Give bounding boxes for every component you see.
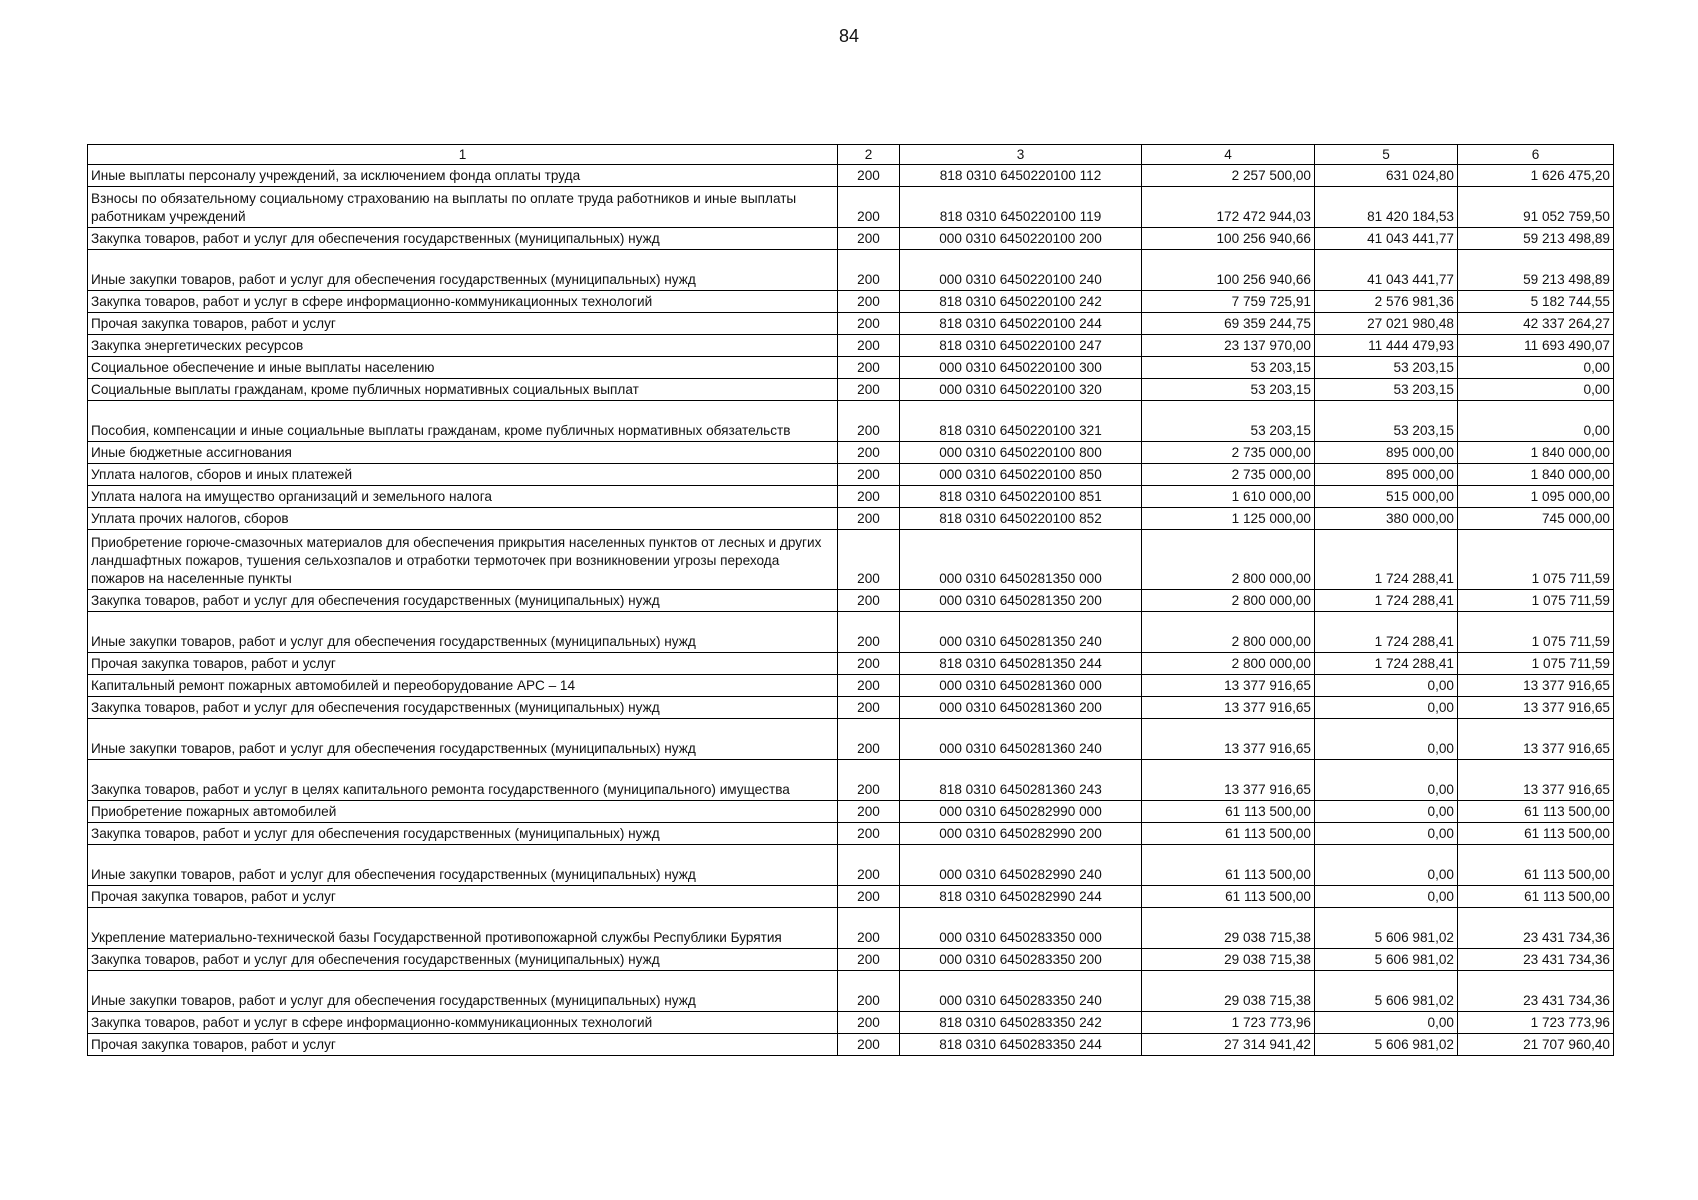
table-row xyxy=(88,464,1614,486)
row-executed: 0,00 xyxy=(1315,823,1458,845)
row-executed: 0,00 xyxy=(1315,697,1458,719)
table-row xyxy=(88,335,1614,357)
row-unexecuted: 1 095 000,00 xyxy=(1458,486,1614,508)
row-classification: 000 0310 6450220100 320 xyxy=(900,379,1142,401)
row-classification: 000 0310 6450281360 240 xyxy=(900,719,1142,760)
table-row xyxy=(88,401,1614,442)
row-code: 200 xyxy=(838,653,900,675)
row-approved: 61 113 500,00 xyxy=(1142,845,1315,886)
table-row xyxy=(88,845,1614,886)
row-executed: 41 043 441,77 xyxy=(1315,250,1458,291)
table-row xyxy=(88,1034,1614,1056)
row-approved: 23 137 970,00 xyxy=(1142,335,1315,357)
table-row xyxy=(88,886,1614,908)
row-code: 200 xyxy=(838,971,900,1012)
table-row xyxy=(88,187,1614,228)
row-unexecuted: 61 113 500,00 xyxy=(1458,886,1614,908)
row-executed: 0,00 xyxy=(1315,1012,1458,1034)
table-row xyxy=(88,379,1614,401)
row-approved: 2 735 000,00 xyxy=(1142,464,1315,486)
table-row xyxy=(88,801,1614,823)
row-classification: 000 0310 6450281350 240 xyxy=(900,612,1142,653)
row-approved: 100 256 940,66 xyxy=(1142,228,1315,250)
row-unexecuted: 23 431 734,36 xyxy=(1458,971,1614,1012)
row-classification: 000 0310 6450281350 000 xyxy=(900,530,1142,590)
row-name: Закупка товаров, работ и услуг в сфере информационно-коммуникационных технологий xyxy=(88,1012,838,1034)
row-name: Закупка энергетических ресурсов xyxy=(88,335,838,357)
row-name: Иные закупки товаров, работ и услуг для обеспечения государственных (муниципальных) нужд xyxy=(88,612,838,653)
row-unexecuted: 23 431 734,36 xyxy=(1458,908,1614,949)
row-approved: 100 256 940,66 xyxy=(1142,250,1315,291)
page-number: 84 xyxy=(838,26,860,46)
row-unexecuted: 1 626 475,20 xyxy=(1458,165,1614,187)
row-name: Социальные выплаты гражданам, кроме публичных нормативных социальных выплат xyxy=(88,379,838,401)
table-row xyxy=(88,760,1614,801)
row-code: 200 xyxy=(838,291,900,313)
row-code: 200 xyxy=(838,442,900,464)
row-executed: 380 000,00 xyxy=(1315,508,1458,530)
row-executed: 2 576 981,36 xyxy=(1315,291,1458,313)
row-classification: 000 0310 6450283350 240 xyxy=(900,971,1142,1012)
row-unexecuted: 0,00 xyxy=(1458,379,1614,401)
row-name: Иные закупки товаров, работ и услуг для обеспечения государственных (муниципальных) нужд xyxy=(88,845,838,886)
row-name: Закупка товаров, работ и услуг в целях капитального ремонта государственного (муниципального) имущества xyxy=(88,760,838,801)
row-unexecuted: 1 723 773,96 xyxy=(1458,1012,1614,1034)
row-approved: 13 377 916,65 xyxy=(1142,675,1315,697)
row-code: 200 xyxy=(838,719,900,760)
row-code: 200 xyxy=(838,313,900,335)
row-name: Укрепление материально-технической базы Государственной противопожарной службы Республики Бурятия xyxy=(88,908,838,949)
column-header-2: 2 xyxy=(838,145,900,165)
table-row xyxy=(88,675,1614,697)
table-row xyxy=(88,530,1614,590)
row-executed: 631 024,80 xyxy=(1315,165,1458,187)
row-code: 200 xyxy=(838,165,900,187)
row-code: 200 xyxy=(838,508,900,530)
row-unexecuted: 21 707 960,40 xyxy=(1458,1034,1614,1056)
row-code: 200 xyxy=(838,801,900,823)
table-row xyxy=(88,697,1614,719)
row-executed: 0,00 xyxy=(1315,801,1458,823)
row-classification: 000 0310 6450220100 200 xyxy=(900,228,1142,250)
row-name: Закупка товаров, работ и услуг для обеспечения государственных (муниципальных) нужд xyxy=(88,949,838,971)
row-approved: 2 735 000,00 xyxy=(1142,442,1315,464)
row-unexecuted: 42 337 264,27 xyxy=(1458,313,1614,335)
table-row xyxy=(88,823,1614,845)
table-row xyxy=(88,165,1614,187)
row-code: 200 xyxy=(838,486,900,508)
row-approved: 29 038 715,38 xyxy=(1142,949,1315,971)
column-number-row xyxy=(88,145,1614,165)
row-executed: 81 420 184,53 xyxy=(1315,187,1458,228)
table-row xyxy=(88,486,1614,508)
row-unexecuted: 13 377 916,65 xyxy=(1458,719,1614,760)
row-approved: 13 377 916,65 xyxy=(1142,760,1315,801)
row-executed: 895 000,00 xyxy=(1315,442,1458,464)
row-classification: 000 0310 6450282990 000 xyxy=(900,801,1142,823)
row-approved: 69 359 244,75 xyxy=(1142,313,1315,335)
row-code: 200 xyxy=(838,335,900,357)
row-code: 200 xyxy=(838,250,900,291)
row-classification: 000 0310 6450282990 200 xyxy=(900,823,1142,845)
row-unexecuted: 1 075 711,59 xyxy=(1458,590,1614,612)
row-unexecuted: 1 075 711,59 xyxy=(1458,612,1614,653)
row-classification: 818 0310 6450220100 242 xyxy=(900,291,1142,313)
row-unexecuted: 1 075 711,59 xyxy=(1458,653,1614,675)
row-code: 200 xyxy=(838,530,900,590)
row-unexecuted: 13 377 916,65 xyxy=(1458,675,1614,697)
row-executed: 41 043 441,77 xyxy=(1315,228,1458,250)
row-name: Закупка товаров, работ и услуг в сфере информационно-коммуникационных технологий xyxy=(88,291,838,313)
row-name: Прочая закупка товаров, работ и услуг xyxy=(88,653,838,675)
row-name: Иные закупки товаров, работ и услуг для обеспечения государственных (муниципальных) нужд xyxy=(88,971,838,1012)
row-code: 200 xyxy=(838,187,900,228)
row-unexecuted: 61 113 500,00 xyxy=(1458,845,1614,886)
table-row xyxy=(88,653,1614,675)
row-executed: 1 724 288,41 xyxy=(1315,530,1458,590)
row-unexecuted: 1 075 711,59 xyxy=(1458,530,1614,590)
row-executed: 1 724 288,41 xyxy=(1315,590,1458,612)
row-approved: 29 038 715,38 xyxy=(1142,908,1315,949)
row-unexecuted: 61 113 500,00 xyxy=(1458,801,1614,823)
row-executed: 0,00 xyxy=(1315,760,1458,801)
row-code: 200 xyxy=(838,675,900,697)
row-executed: 53 203,15 xyxy=(1315,379,1458,401)
table-row xyxy=(88,442,1614,464)
table-row xyxy=(88,612,1614,653)
row-name: Иные выплаты персоналу учреждений, за исключением фонда оплаты труда xyxy=(88,165,838,187)
row-executed: 0,00 xyxy=(1315,719,1458,760)
row-classification: 818 0310 6450281360 243 xyxy=(900,760,1142,801)
row-unexecuted: 1 840 000,00 xyxy=(1458,442,1614,464)
row-approved: 53 203,15 xyxy=(1142,401,1315,442)
row-approved: 13 377 916,65 xyxy=(1142,697,1315,719)
column-header-1: 1 xyxy=(88,145,838,165)
column-header-4: 4 xyxy=(1142,145,1315,165)
row-approved: 2 800 000,00 xyxy=(1142,612,1315,653)
row-classification: 818 0310 6450220100 321 xyxy=(900,401,1142,442)
row-classification: 818 0310 6450281350 244 xyxy=(900,653,1142,675)
row-classification: 000 0310 6450220100 800 xyxy=(900,442,1142,464)
row-name: Иные закупки товаров, работ и услуг для обеспечения государственных (муниципальных) нужд xyxy=(88,719,838,760)
row-executed: 1 724 288,41 xyxy=(1315,612,1458,653)
column-header-6: 6 xyxy=(1458,145,1614,165)
row-approved: 53 203,15 xyxy=(1142,379,1315,401)
row-code: 200 xyxy=(838,379,900,401)
row-executed: 1 724 288,41 xyxy=(1315,653,1458,675)
row-name: Прочая закупка товаров, работ и услуг xyxy=(88,313,838,335)
row-classification: 818 0310 6450220100 244 xyxy=(900,313,1142,335)
row-name: Закупка товаров, работ и услуг для обеспечения государственных (муниципальных) нужд xyxy=(88,823,838,845)
column-header-3: 3 xyxy=(900,145,1142,165)
row-executed: 5 606 981,02 xyxy=(1315,949,1458,971)
row-code: 200 xyxy=(838,1034,900,1056)
row-classification: 000 0310 6450220100 300 xyxy=(900,357,1142,379)
row-code: 200 xyxy=(838,697,900,719)
row-unexecuted: 61 113 500,00 xyxy=(1458,823,1614,845)
row-approved: 2 257 500,00 xyxy=(1142,165,1315,187)
row-unexecuted: 13 377 916,65 xyxy=(1458,697,1614,719)
table-row xyxy=(88,508,1614,530)
row-unexecuted: 11 693 490,07 xyxy=(1458,335,1614,357)
row-name: Прочая закупка товаров, работ и услуг xyxy=(88,886,838,908)
row-name: Закупка товаров, работ и услуг для обеспечения государственных (муниципальных) нужд xyxy=(88,590,838,612)
row-name: Приобретение пожарных автомобилей xyxy=(88,801,838,823)
row-classification: 000 0310 6450283350 000 xyxy=(900,908,1142,949)
table-row xyxy=(88,971,1614,1012)
row-code: 200 xyxy=(838,612,900,653)
row-unexecuted: 13 377 916,65 xyxy=(1458,760,1614,801)
row-approved: 61 113 500,00 xyxy=(1142,886,1315,908)
row-code: 200 xyxy=(838,357,900,379)
row-classification: 000 0310 6450281360 000 xyxy=(900,675,1142,697)
row-name: Социальное обеспечение и иные выплаты населению xyxy=(88,357,838,379)
row-name: Взносы по обязательному социальному страхованию на выплаты по оплате труда работников и иные выплаты работникам учреждений xyxy=(88,187,838,228)
row-classification: 818 0310 6450283350 242 xyxy=(900,1012,1142,1034)
row-classification: 000 0310 6450281350 200 xyxy=(900,590,1142,612)
row-code: 200 xyxy=(838,908,900,949)
row-classification: 000 0310 6450282990 240 xyxy=(900,845,1142,886)
row-executed: 5 606 981,02 xyxy=(1315,908,1458,949)
row-unexecuted: 1 840 000,00 xyxy=(1458,464,1614,486)
row-code: 200 xyxy=(838,823,900,845)
row-unexecuted: 745 000,00 xyxy=(1458,508,1614,530)
row-classification: 000 0310 6450283350 200 xyxy=(900,949,1142,971)
row-name: Закупка товаров, работ и услуг для обеспечения государственных (муниципальных) нужд xyxy=(88,228,838,250)
row-executed: 11 444 479,93 xyxy=(1315,335,1458,357)
row-name: Иные бюджетные ассигнования xyxy=(88,442,838,464)
table-row xyxy=(88,291,1614,313)
row-code: 200 xyxy=(838,228,900,250)
row-code: 200 xyxy=(838,590,900,612)
row-classification: 818 0310 6450282990 244 xyxy=(900,886,1142,908)
row-classification: 000 0310 6450281360 200 xyxy=(900,697,1142,719)
table-row xyxy=(88,313,1614,335)
row-approved: 29 038 715,38 xyxy=(1142,971,1315,1012)
row-executed: 5 606 981,02 xyxy=(1315,971,1458,1012)
row-unexecuted: 5 182 744,55 xyxy=(1458,291,1614,313)
row-executed: 53 203,15 xyxy=(1315,401,1458,442)
row-code: 200 xyxy=(838,401,900,442)
row-classification: 000 0310 6450220100 240 xyxy=(900,250,1142,291)
row-name: Приобретение горюче-смазочных материалов для обеспечения прикрытия населенных пунктов от лесных и других ландшафтных пожаров, тушения сельхозпалов и отработки термоточек при возникновении угрозы перехода пожаров на населенные пункты xyxy=(88,530,838,590)
table-row xyxy=(88,590,1614,612)
row-unexecuted: 0,00 xyxy=(1458,401,1614,442)
row-name: Уплата налога на имущество организаций и земельного налога xyxy=(88,486,838,508)
table-row xyxy=(88,719,1614,760)
row-executed: 0,00 xyxy=(1315,675,1458,697)
row-approved: 1 723 773,96 xyxy=(1142,1012,1315,1034)
row-executed: 27 021 980,48 xyxy=(1315,313,1458,335)
row-name: Закупка товаров, работ и услуг для обеспечения государственных (муниципальных) нужд xyxy=(88,697,838,719)
row-unexecuted: 23 431 734,36 xyxy=(1458,949,1614,971)
row-executed: 0,00 xyxy=(1315,845,1458,886)
row-approved: 61 113 500,00 xyxy=(1142,823,1315,845)
row-name: Пособия, компенсации и иные социальные выплаты гражданам, кроме публичных нормативных обязательств xyxy=(88,401,838,442)
row-approved: 172 472 944,03 xyxy=(1142,187,1315,228)
row-executed: 0,00 xyxy=(1315,886,1458,908)
row-classification: 000 0310 6450220100 850 xyxy=(900,464,1142,486)
table-row xyxy=(88,250,1614,291)
row-classification: 818 0310 6450283350 244 xyxy=(900,1034,1142,1056)
row-classification: 818 0310 6450220100 247 xyxy=(900,335,1142,357)
row-approved: 13 377 916,65 xyxy=(1142,719,1315,760)
table-row xyxy=(88,949,1614,971)
row-executed: 895 000,00 xyxy=(1315,464,1458,486)
row-approved: 1 125 000,00 xyxy=(1142,508,1315,530)
row-approved: 2 800 000,00 xyxy=(1142,590,1315,612)
row-code: 200 xyxy=(838,949,900,971)
column-header-5: 5 xyxy=(1315,145,1458,165)
row-classification: 818 0310 6450220100 119 xyxy=(900,187,1142,228)
table-row xyxy=(88,908,1614,949)
row-unexecuted: 59 213 498,89 xyxy=(1458,250,1614,291)
row-approved: 7 759 725,91 xyxy=(1142,291,1315,313)
row-approved: 2 800 000,00 xyxy=(1142,530,1315,590)
row-code: 200 xyxy=(838,760,900,801)
row-name: Уплата налогов, сборов и иных платежей xyxy=(88,464,838,486)
row-classification: 818 0310 6450220100 852 xyxy=(900,508,1142,530)
row-executed: 515 000,00 xyxy=(1315,486,1458,508)
row-code: 200 xyxy=(838,1012,900,1034)
budget-execution-table xyxy=(87,144,1614,1056)
row-name: Уплата прочих налогов, сборов xyxy=(88,508,838,530)
row-name: Иные закупки товаров, работ и услуг для обеспечения государственных (муниципальных) нужд xyxy=(88,250,838,291)
row-classification: 818 0310 6450220100 112 xyxy=(900,165,1142,187)
row-unexecuted: 91 052 759,50 xyxy=(1458,187,1614,228)
row-code: 200 xyxy=(838,464,900,486)
row-executed: 53 203,15 xyxy=(1315,357,1458,379)
row-unexecuted: 0,00 xyxy=(1458,357,1614,379)
row-name: Капитальный ремонт пожарных автомобилей и переоборудование АРС – 14 xyxy=(88,675,838,697)
row-unexecuted: 59 213 498,89 xyxy=(1458,228,1614,250)
row-name: Прочая закупка товаров, работ и услуг xyxy=(88,1034,838,1056)
row-approved: 2 800 000,00 xyxy=(1142,653,1315,675)
row-code: 200 xyxy=(838,886,900,908)
table-row xyxy=(88,228,1614,250)
row-classification: 818 0310 6450220100 851 xyxy=(900,486,1142,508)
row-approved: 53 203,15 xyxy=(1142,357,1315,379)
row-approved: 61 113 500,00 xyxy=(1142,801,1315,823)
row-code: 200 xyxy=(838,845,900,886)
row-executed: 5 606 981,02 xyxy=(1315,1034,1458,1056)
row-approved: 27 314 941,42 xyxy=(1142,1034,1315,1056)
row-approved: 1 610 000,00 xyxy=(1142,486,1315,508)
table-row xyxy=(88,1012,1614,1034)
table-row xyxy=(88,357,1614,379)
